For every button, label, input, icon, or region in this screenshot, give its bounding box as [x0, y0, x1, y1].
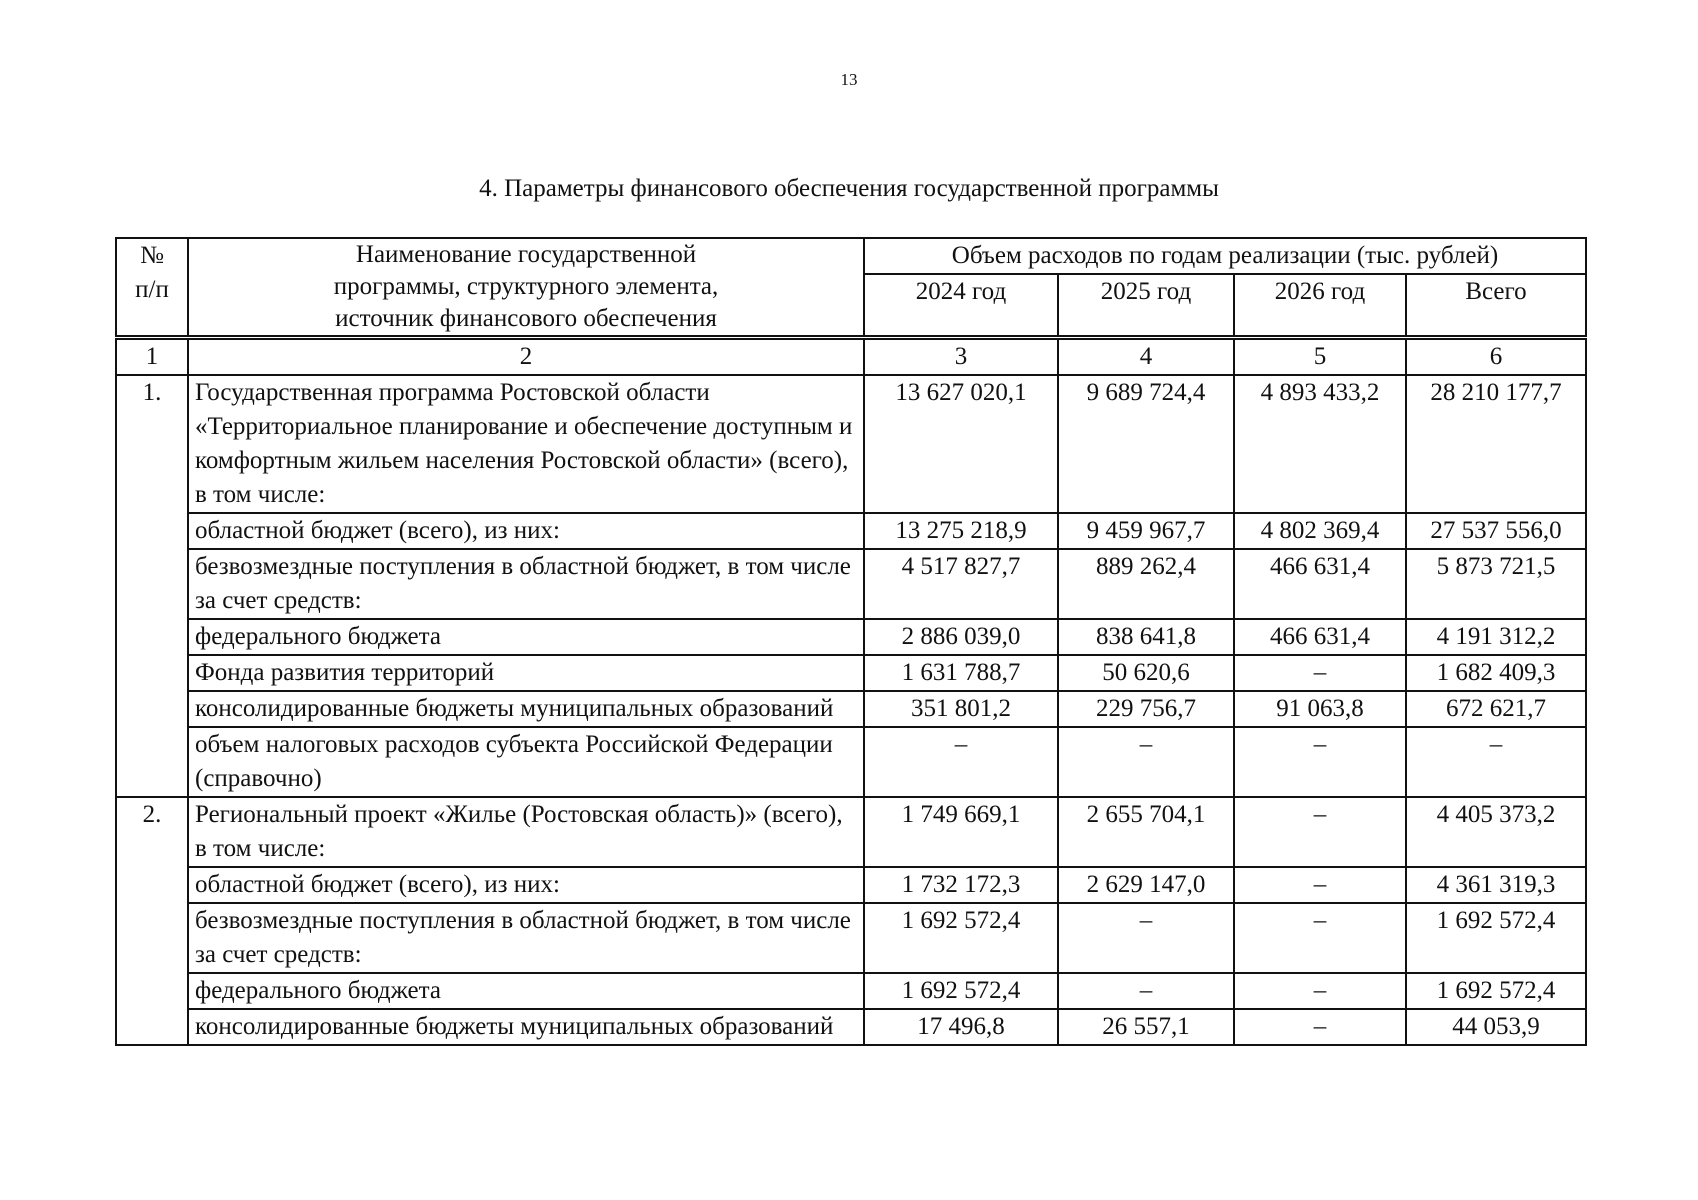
row-value: – [1234, 797, 1406, 867]
row-value: – [1058, 727, 1234, 797]
header-total: Всего [1406, 274, 1586, 338]
row-name: федерального бюджета [188, 619, 864, 655]
row-name: безвозмездные поступления в областной бюджет, в том числе за счет средств: [188, 903, 864, 973]
row-value: 1 692 572,4 [864, 903, 1058, 973]
row-value: – [1234, 867, 1406, 903]
header-name: Наименование государственной программы, структурного элемента, источник финансового обеспечения [188, 238, 864, 338]
row-value: 2 886 039,0 [864, 619, 1058, 655]
column-index: 6 [1406, 338, 1586, 376]
column-index: 1 [116, 338, 188, 376]
table-row [116, 903, 1586, 973]
row-name: объем налоговых расходов субъекта Российской Федерации (справочно) [188, 727, 864, 797]
row-name: консолидированные бюджеты муниципальных образований [188, 1009, 864, 1045]
row-value: – [1058, 973, 1234, 1009]
row-value: – [1406, 727, 1586, 797]
row-value: 1 682 409,3 [1406, 655, 1586, 691]
table-row [116, 727, 1586, 797]
column-index: 2 [188, 338, 864, 376]
header-year-2025: 2025 год [1058, 274, 1234, 338]
row-value: 1 631 788,7 [864, 655, 1058, 691]
row-value: 17 496,8 [864, 1009, 1058, 1045]
row-value: – [1234, 655, 1406, 691]
row-value: 1 692 572,4 [1406, 903, 1586, 973]
row-value: – [1058, 903, 1234, 973]
row-value: – [1234, 903, 1406, 973]
row-name: Региональный проект «Жилье (Ростовская область)» (всего), в том числе: [188, 797, 864, 867]
row-name: Фонда развития территорий [188, 655, 864, 691]
table-row [116, 619, 1586, 655]
row-value: 1 692 572,4 [1406, 973, 1586, 1009]
row-value: 9 689 724,4 [1058, 375, 1234, 513]
row-value: 4 361 319,3 [1406, 867, 1586, 903]
table-row [116, 549, 1586, 619]
row-value: 13 275 218,9 [864, 513, 1058, 549]
table-row [116, 513, 1586, 549]
row-value: 4 191 312,2 [1406, 619, 1586, 655]
row-value: 13 627 020,1 [864, 375, 1058, 513]
row-value: 9 459 967,7 [1058, 513, 1234, 549]
column-index-row [116, 338, 1586, 376]
header-expenses: Объем расходов по годам реализации (тыс. рублей) [864, 238, 1586, 274]
page-number: 13 [840, 70, 858, 89]
row-name: областной бюджет (всего), из них: [188, 867, 864, 903]
row-value: 5 873 721,5 [1406, 549, 1586, 619]
row-value: 26 557,1 [1058, 1009, 1234, 1045]
row-value: 672 621,7 [1406, 691, 1586, 727]
row-value: 2 629 147,0 [1058, 867, 1234, 903]
row-name: безвозмездные поступления в областной бюджет, в том числе за счет средств: [188, 549, 864, 619]
row-number: 1. [116, 375, 188, 797]
row-value: 27 537 556,0 [1406, 513, 1586, 549]
row-value: 889 262,4 [1058, 549, 1234, 619]
table-row [116, 1009, 1586, 1045]
row-name: областной бюджет (всего), из них: [188, 513, 864, 549]
row-value: 466 631,4 [1234, 619, 1406, 655]
row-value: 466 631,4 [1234, 549, 1406, 619]
row-name: федерального бюджета [188, 973, 864, 1009]
row-value: 351 801,2 [864, 691, 1058, 727]
financing-table [115, 237, 1587, 1046]
row-value: 1 732 172,3 [864, 867, 1058, 903]
row-name: консолидированные бюджеты муниципальных образований [188, 691, 864, 727]
column-index: 5 [1234, 338, 1406, 376]
row-value: 44 053,9 [1406, 1009, 1586, 1045]
header-year-2026: 2026 год [1234, 274, 1406, 338]
row-value: 4 893 433,2 [1234, 375, 1406, 513]
table-row [116, 867, 1586, 903]
row-value: – [1234, 973, 1406, 1009]
row-value: 1 692 572,4 [864, 973, 1058, 1009]
column-index: 4 [1058, 338, 1234, 376]
row-value: 1 749 669,1 [864, 797, 1058, 867]
row-number: 2. [116, 797, 188, 1045]
table-row [116, 797, 1586, 867]
table-row [116, 375, 1586, 513]
table-row [116, 973, 1586, 1009]
header-no: № п/п [116, 238, 188, 338]
row-value: – [1234, 727, 1406, 797]
row-value: 838 641,8 [1058, 619, 1234, 655]
header-year-2024: 2024 год [864, 274, 1058, 338]
table-row [116, 655, 1586, 691]
row-value: 4 517 827,7 [864, 549, 1058, 619]
column-index: 3 [864, 338, 1058, 376]
table-row [116, 691, 1586, 727]
row-value: – [1234, 1009, 1406, 1045]
row-value: – [864, 727, 1058, 797]
row-value: 91 063,8 [1234, 691, 1406, 727]
page-title: 4. Параметры финансового обеспечения государственной программы [479, 175, 1219, 202]
row-value: 4 802 369,4 [1234, 513, 1406, 549]
row-name: Государственная программа Ростовской области «Территориальное планирование и обеспечение доступным и комфортным жильем населения Ростовской области» (всего), в том числе: [188, 375, 864, 513]
row-value: 2 655 704,1 [1058, 797, 1234, 867]
row-value: 50 620,6 [1058, 655, 1234, 691]
row-value: 229 756,7 [1058, 691, 1234, 727]
row-value: 4 405 373,2 [1406, 797, 1586, 867]
row-value: 28 210 177,7 [1406, 375, 1586, 513]
